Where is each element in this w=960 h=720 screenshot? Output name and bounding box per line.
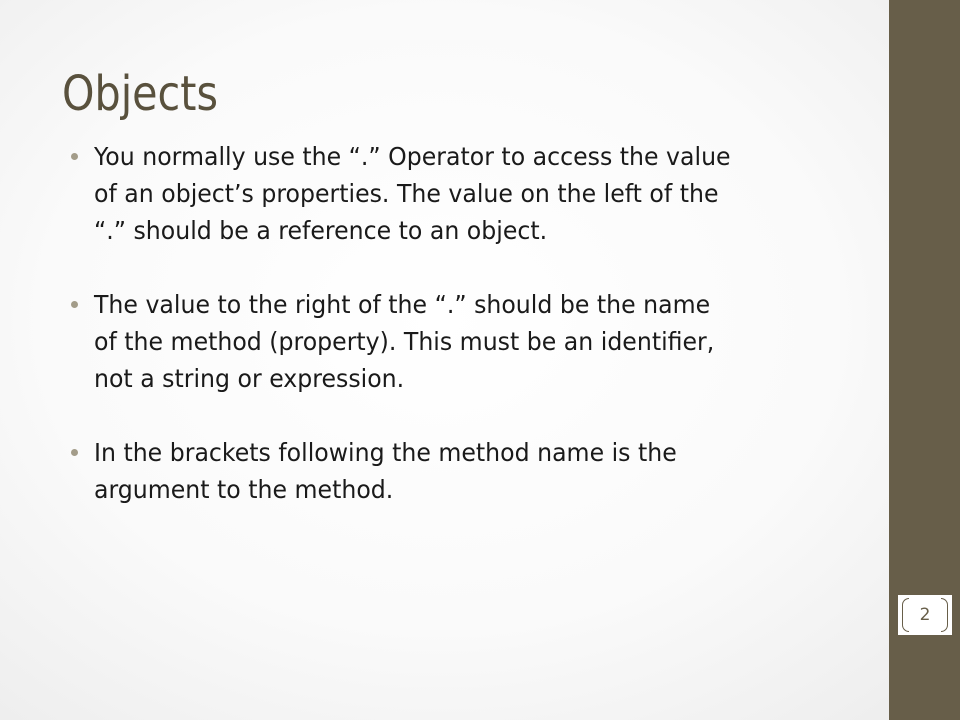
bullet-text-line: of the method (property). This must be an identifier, — [94, 327, 715, 356]
slide-title: Objects — [62, 66, 218, 122]
bullet-item — [94, 434, 960, 508]
bullet-text-line: argument to the method. — [94, 475, 394, 504]
bullet-dot-icon — [71, 449, 78, 456]
page-number: 2 — [919, 605, 931, 625]
bullet-text-line: not a string or expression. — [94, 364, 405, 393]
bullet-dot-icon — [71, 301, 78, 308]
bullet-text-line: You normally use the “.” Operator to access the value — [94, 142, 731, 171]
bullet-text-line: “.” should be a reference to an object. — [94, 216, 548, 245]
bullet-item — [94, 138, 960, 249]
bullet-text-line: In the brackets following the method name is the — [94, 438, 677, 467]
page-number-badge — [898, 595, 952, 635]
bullet-text-line: The value to the right of the “.” should be the name — [94, 290, 711, 319]
bullet-dot-icon — [71, 153, 78, 160]
bullet-list — [94, 138, 960, 545]
bullet-text-line: of an object’s properties. The value on the left of the — [94, 179, 719, 208]
bullet-item — [94, 286, 960, 397]
